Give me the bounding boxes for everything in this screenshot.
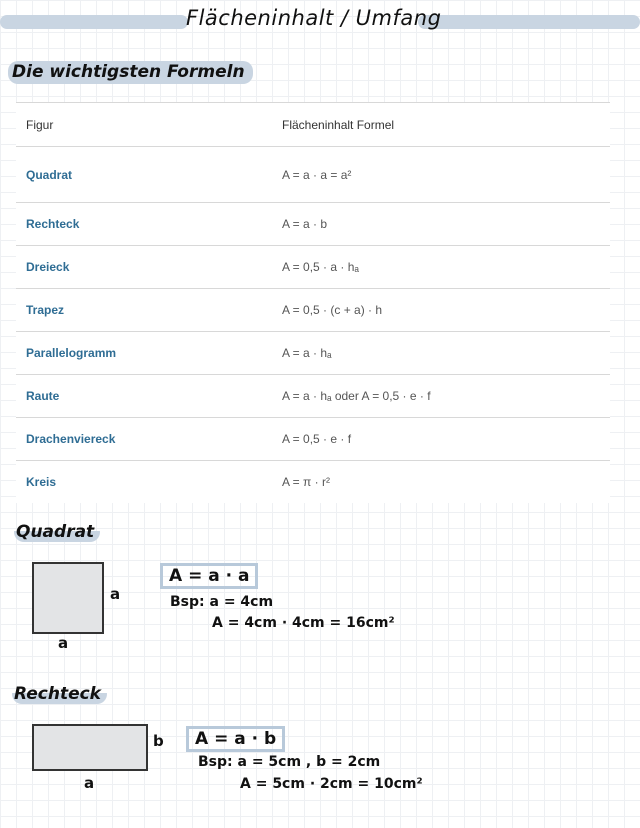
- section-heading-rechteck: Rechteck: [12, 684, 107, 704]
- formula-table: [16, 102, 610, 503]
- area-formula: A = 0,5 · (c + a) · h: [272, 289, 610, 332]
- area-formula: A = a · a = a²: [272, 147, 610, 203]
- area-formula: A = 0,5 · a · hₐ: [272, 246, 610, 289]
- rectangle-formula-box: A = a · b: [186, 726, 285, 752]
- square-example-result: A = 4cm · 4cm = 16cm²: [212, 615, 395, 631]
- column-header-figur: Figur: [16, 103, 272, 147]
- page-title: Flächeninhalt / Umfang: [186, 6, 442, 30]
- square-side-label-right: a: [110, 585, 121, 603]
- table-row: [16, 246, 610, 289]
- square-side-label-bottom: a: [58, 634, 69, 652]
- section-heading-quadrat: Quadrat: [14, 522, 100, 542]
- figure-name: Raute: [16, 375, 272, 418]
- section-heading-formeln: Die wichtigsten Formeln: [8, 61, 253, 84]
- table-row: [16, 203, 610, 246]
- area-formula: A = π · r²: [272, 461, 610, 504]
- table-row: [16, 375, 610, 418]
- area-formula: A = a · hₐ: [272, 332, 610, 375]
- table-row: [16, 332, 610, 375]
- rectangle-drawing: [32, 724, 148, 771]
- figure-name: Dreieck: [16, 246, 272, 289]
- figure-name: Parallelogramm: [16, 332, 272, 375]
- area-formula: A = a · hₐ oder A = 0,5 · e · f: [272, 375, 610, 418]
- figure-name: Kreis: [16, 461, 272, 504]
- table-row: [16, 418, 610, 461]
- rectangle-side-label-right: b: [153, 732, 164, 750]
- rectangle-example-result: A = 5cm · 2cm = 10cm²: [240, 776, 423, 792]
- figure-name: Quadrat: [16, 147, 272, 203]
- title-underline-right: [418, 15, 640, 29]
- figure-name: Drachenviereck: [16, 418, 272, 461]
- square-formula-box: A = a · a: [160, 563, 258, 589]
- square-drawing: [32, 562, 104, 634]
- table-row: [16, 289, 610, 332]
- rectangle-side-label-bottom: a: [84, 774, 95, 792]
- table-row: [16, 147, 610, 203]
- title-underline-left: [0, 15, 188, 29]
- table-header-row: [16, 103, 610, 147]
- area-formula: A = a · b: [272, 203, 610, 246]
- area-formula: A = 0,5 · e · f: [272, 418, 610, 461]
- column-header-formel: Flächeninhalt Formel: [272, 103, 610, 147]
- figure-name: Trapez: [16, 289, 272, 332]
- rectangle-example-given: Bsp: a = 5cm , b = 2cm: [198, 754, 381, 770]
- table-row: [16, 461, 610, 504]
- figure-name: Rechteck: [16, 203, 272, 246]
- square-example-given: Bsp: a = 4cm: [170, 594, 274, 610]
